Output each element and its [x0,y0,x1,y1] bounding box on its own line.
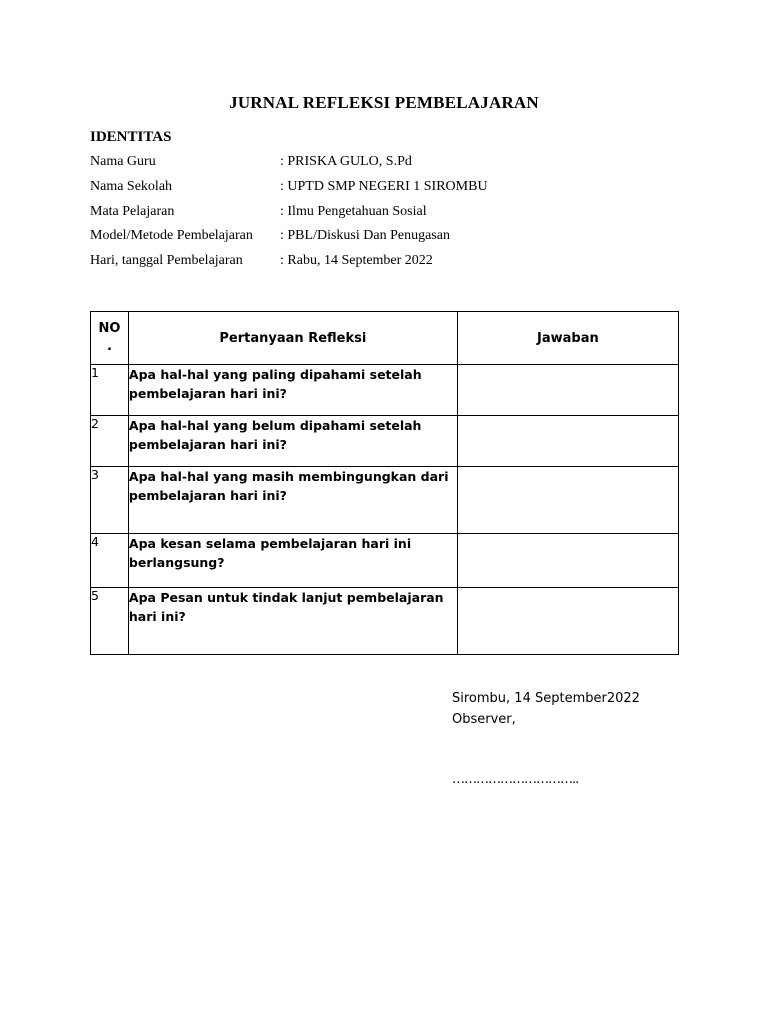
signature-place-date: Sirombu, 14 September2022 [452,691,640,706]
row-number: 4 [91,534,129,588]
header-question: Pertanyaan Refleksi [128,312,457,365]
row-question: Apa kesan selama pembelajaran hari ini berlangsung? [128,534,457,588]
table-row [91,416,679,467]
row-answer[interactable] [457,416,678,467]
header-answer: Jawaban [457,312,678,365]
identity-heading: IDENTITAS [90,129,172,145]
identity-row-subject [90,202,690,222]
identity-row-school [90,177,690,197]
row-answer[interactable] [457,534,678,588]
table-row [91,534,679,588]
table-row [91,467,679,534]
signature-line: ………………………….. [452,772,579,787]
identity-value: : Ilmu Pengetahuan Sosial [280,204,427,219]
identity-value: : UPTD SMP NEGERI 1 SIROMBU [280,179,488,194]
signature-block [452,688,640,730]
row-number: 5 [91,588,129,655]
identity-label: Nama Sekolah [90,179,173,194]
table-row [91,365,679,416]
row-answer[interactable] [457,588,678,655]
identity-label: Mata Pelajaran [90,204,175,219]
row-answer[interactable] [457,467,678,534]
row-number: 1 [91,365,129,416]
header-no [91,312,129,365]
document-title: JURNAL REFLEKSI PEMBELAJARAN [229,93,539,112]
table-row [91,588,679,655]
row-number: 2 [91,416,129,467]
identity-row-teacher [90,152,690,172]
identity-label: Model/Metode Pembelajaran [90,228,253,243]
identity-label: Hari, tanggal Pembelajaran [90,253,243,268]
identity-row-method [90,226,690,246]
header-no-line2: . [106,339,112,354]
identity-label: Nama Guru [90,154,156,169]
signature-role: Observer, [452,712,516,727]
row-answer[interactable] [457,365,678,416]
row-question: Apa hal-hal yang belum dipahami setelah pembelajaran hari ini? [128,416,457,467]
identity-row-date [90,251,690,271]
row-question: Apa hal-hal yang masih membingungkan dari pembelajaran hari ini? [128,467,457,534]
header-no-line1: NO [98,321,121,336]
reflection-table [90,311,679,655]
identity-value: : PBL/Diskusi Dan Penugasan [280,228,450,243]
row-question: Apa Pesan untuk tindak lanjut pembelajaran hari ini? [128,588,457,655]
identity-value: : PRISKA GULO, S.Pd [280,154,412,169]
row-number: 3 [91,467,129,534]
row-question: Apa hal-hal yang paling dipahami setelah pembelajaran hari ini? [128,365,457,416]
table-header-row [91,312,679,365]
identity-value: : Rabu, 14 September 2022 [280,253,433,268]
